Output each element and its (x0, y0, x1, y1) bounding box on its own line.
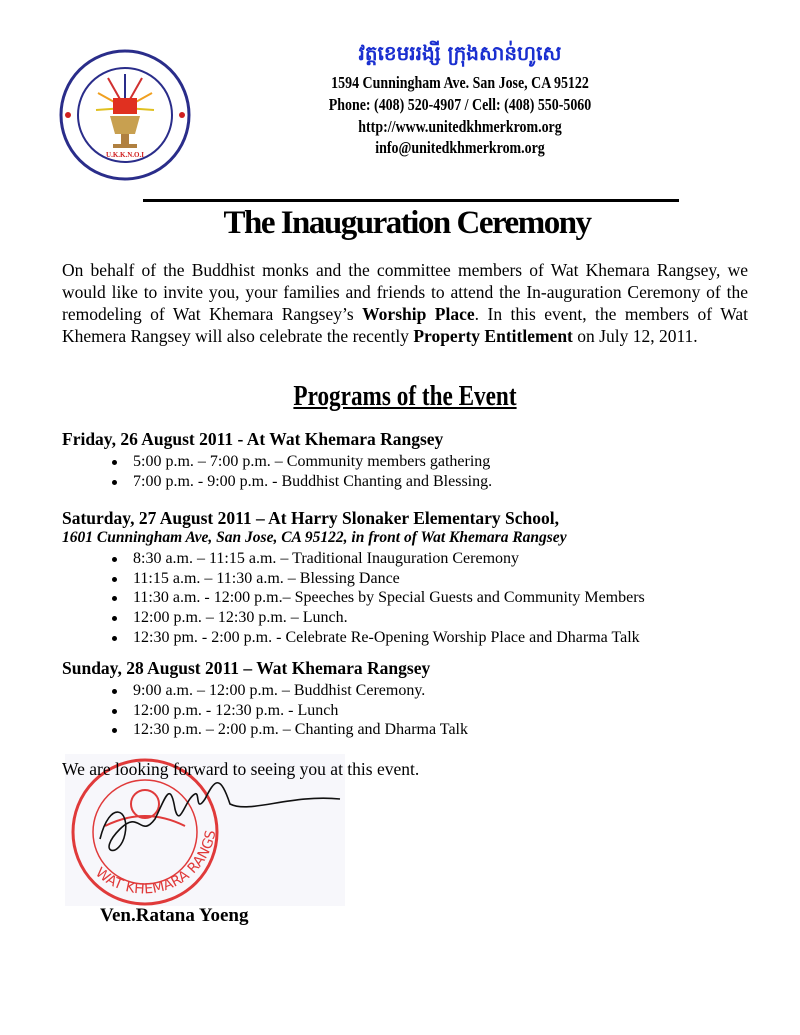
intro-text: On behalf of the Buddhist monks and the committee members of Wat Khemara Rangsey, we would like to invite you, your families and friends to attend the In-auguration Ceremony of the remodeling of Wat Khemara Rangsey’s (62, 260, 748, 324)
list-item: 12:00 p.m. – 12:30 p.m. – Lunch. (62, 608, 645, 628)
schedule-list (62, 549, 645, 647)
email-link[interactable]: info@unitedkhmerkrom.org (375, 138, 545, 157)
intro-text: . In this event, the members of Wat Khemera Rangsey will also celebrate the recently (62, 304, 748, 346)
programs-heading: Programs of the Event (293, 380, 517, 412)
list-item: 9:00 a.m. – 12:00 p.m. – Buddhist Ceremony. (62, 681, 468, 701)
header-divider (143, 199, 679, 202)
intro-bold: Worship Place (362, 304, 475, 324)
list-item: 8:30 a.m. – 11:15 a.m. – Traditional Inauguration Ceremony (62, 549, 645, 569)
list-item: 5:00 p.m. – 7:00 p.m. – Community members gathering (62, 452, 492, 472)
intro-bold: Property Entitlement (413, 326, 573, 346)
list-item: 7:00 p.m. - 9:00 p.m. - Buddhist Chanting and Blessing. (62, 472, 492, 492)
logo-abbrev: U.K.K.N.O.I (106, 151, 144, 159)
list-item: 11:30 a.m. - 12:00 p.m.– Speeches by Special Guests and Community Members (62, 588, 645, 608)
website-link[interactable]: http://www.unitedkhmerkrom.org (358, 117, 562, 136)
closing-text: We are looking forward to seeing you at this event. (62, 759, 420, 779)
org-name-khmer: វត្តខេមររង្សី ក្រុងសាន់ហូសេ (358, 41, 562, 65)
schedule-list (62, 681, 468, 740)
day-heading: Saturday, 27 August 2011 – At Harry Slonaker Elementary School, (62, 508, 560, 528)
signatory-name: Ven.Ratana Yoeng (100, 905, 249, 926)
list-item: 12:00 p.m. - 12:30 p.m. - Lunch (62, 701, 468, 721)
address: 1594 Cunningham Ave. San Jose, CA 95122 (331, 73, 589, 92)
intro-text: on July 12, 2011. (572, 326, 698, 346)
list-item: 12:30 p.m. – 2:00 p.m. – Chanting and Dharma Talk (62, 720, 468, 740)
seal-text: WAT KHEMARA RANGS (92, 828, 220, 898)
list-item: 12:30 pm. - 2:00 p.m. - Celebrate Re-Opening Worship Place and Dharma Talk (62, 628, 645, 648)
phone: Phone: (408) 520-4907 / Cell: (408) 550-5060 (328, 95, 592, 114)
day-heading: Sunday, 28 August 2011 – Wat Khemara Rangsey (62, 658, 431, 678)
intro-paragraph (62, 259, 748, 347)
day-heading: Friday, 26 August 2011 - At Wat Khemara Rangsey (62, 429, 444, 449)
organization-logo (58, 48, 192, 182)
day-subheading: 1601 Cunningham Ave, San Jose, CA 95122, in front of Wat Khemara Rangsey (62, 529, 567, 546)
page-title: The Inauguration Ceremony (223, 205, 591, 241)
schedule-list (62, 452, 492, 491)
list-item: 11:15 a.m. – 11:30 a.m. – Blessing Dance (62, 569, 645, 589)
